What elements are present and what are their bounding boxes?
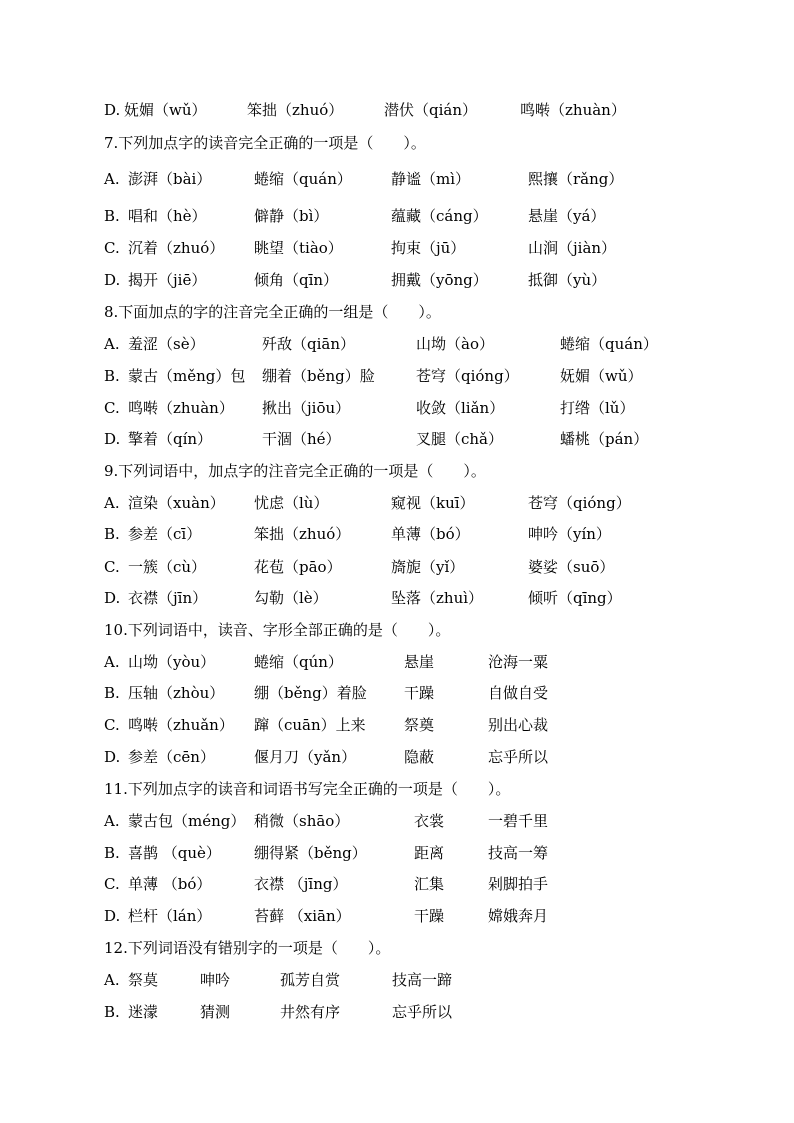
option-term: 井然有序 [280, 1003, 341, 1021]
option-label: C. [104, 239, 120, 257]
option-term: 忘乎所以 [392, 1003, 453, 1021]
option-term: 打绺（lǔ） [560, 399, 635, 417]
option-term: 稍微（shāo） [254, 812, 350, 830]
option-label: C. [104, 716, 120, 734]
option-term: 蹿（cuān）上来 [254, 716, 366, 734]
option-term: 呻吟 [200, 971, 231, 989]
option-term: 汇集 [414, 875, 445, 893]
option-term: 拥戴（yōng） [391, 271, 488, 289]
option-label: B. [104, 1003, 120, 1021]
option-label: B. [104, 525, 120, 543]
option-term: 技高一蹄 [392, 971, 453, 989]
question-stem: 12.下列词语没有错别字的一项是（ ）。 [104, 939, 391, 957]
option-label: A. [104, 653, 120, 671]
option-term: 参差（cēn） [128, 748, 215, 766]
option-label: D. [104, 907, 121, 925]
option-term: 僻静（bì） [254, 207, 329, 225]
option-term: 渲染（xuàn） [128, 494, 225, 512]
option-term: 沧海一粟 [488, 653, 549, 671]
option-label: D. [104, 589, 121, 607]
option-label: C. [104, 875, 120, 893]
option-label: B. [104, 367, 120, 385]
option-term: 干躁 [414, 907, 445, 925]
option-term: 孤芳自赏 [280, 971, 341, 989]
option-term: 干涸（hé） [262, 430, 341, 448]
option-term: 悬崖 [404, 653, 435, 671]
option-term: 笨拙（zhuó） [254, 525, 351, 543]
option-term: 山涧（jiàn） [528, 239, 617, 257]
option-term: 栏杆（lán） [128, 907, 212, 925]
option-term: 揪出（jiōu） [262, 399, 351, 417]
option-term: 苍穹（qióng） [416, 367, 519, 385]
option-term: 蜷缩（quán） [560, 335, 658, 353]
option-term: 窥视（kuī） [391, 494, 475, 512]
option-term: 收敛（liǎn） [416, 399, 505, 417]
option-label: A. [104, 971, 120, 989]
option-term: 抵御（yù） [528, 271, 607, 289]
option-term: 澎湃（bài） [128, 170, 212, 188]
option-label: A. [104, 335, 120, 353]
option-term: 喜鹊 （què） [128, 844, 221, 862]
option-term: 鸣啭（zhuàn） [520, 101, 626, 119]
option-label: A. [104, 812, 120, 830]
option-term: 悬崖（yá） [528, 207, 606, 225]
question-stem: 11.下列加点字的读音和词语书写完全正确的一项是（ ）。 [104, 780, 511, 798]
option-term: 旖旎（yǐ） [391, 558, 465, 576]
option-term: 妩媚（wǔ） [560, 367, 643, 385]
option-term: 蜷缩（quán） [254, 170, 352, 188]
option-term: 干躁 [404, 684, 435, 702]
option-term: 歼敌（qiān） [262, 335, 356, 353]
option-term: 蒙古（měng）包 [128, 367, 246, 385]
option-term: 笨拙（zhuó） [247, 101, 344, 119]
option-term: 静谧（mì） [391, 170, 471, 188]
option-label: A. [104, 170, 120, 188]
option-term: 绷得紧（běng） [254, 844, 367, 862]
option-label: A. [104, 494, 120, 512]
option-term: 单薄 （bó） [128, 875, 212, 893]
option-term: 唱和（hè） [128, 207, 207, 225]
option-term: 蜷缩（qún） [254, 653, 343, 671]
option-term: 距离 [414, 844, 445, 862]
option-term: 压轴（zhòu） [128, 684, 225, 702]
option-term: 沉着（zhuó） [128, 239, 225, 257]
option-term: 呻吟（yín） [528, 525, 611, 543]
option-term: 猜测 [200, 1003, 231, 1021]
question-stem: 8.下面加点的字的注音完全正确的一组是（ ）。 [104, 303, 441, 321]
option-term: 山坳（ào） [416, 335, 494, 353]
option-label: D. [104, 271, 121, 289]
option-term: 坠落（zhuì） [391, 589, 484, 607]
option-term: 蟠桃（pán） [560, 430, 649, 448]
option-term: 婆娑（suō） [528, 558, 615, 576]
option-term: 一簇（cù） [128, 558, 207, 576]
option-term: 迷濛 [128, 1003, 159, 1021]
option-term: 别出心裁 [488, 716, 549, 734]
option-label: D. [104, 101, 121, 119]
option-term: 妩媚（wǔ） [124, 101, 207, 119]
option-term: 自做自受 [488, 684, 549, 702]
question-stem: 9.下列词语中，加点字的注音完全正确的一项是（ ）。 [104, 462, 486, 480]
option-term: 绷着（běng）脸 [262, 367, 375, 385]
option-term: 倾听（qīng） [528, 589, 622, 607]
question-stem: 10.下列词语中，读音、字形全部正确的是（ ）。 [104, 621, 451, 639]
option-term: 眺望（tiào） [254, 239, 343, 257]
option-term: 祭奠 [404, 716, 435, 734]
option-term: 技高一筹 [488, 844, 549, 862]
option-term: 蕴藏（cáng） [391, 207, 488, 225]
option-term: 忧虑（lù） [254, 494, 329, 512]
option-term: 潜伏（qián） [384, 101, 478, 119]
option-term: 擎着（qín） [128, 430, 213, 448]
option-term: 蒙古包（méng） [128, 812, 246, 830]
option-term: 鸣啭（zhuàn） [128, 399, 234, 417]
option-term: 参差（cī） [128, 525, 202, 543]
option-term: 绷（běng）着脸 [254, 684, 367, 702]
option-term: 鸣啭（zhuǎn） [128, 716, 234, 734]
option-term: 叉腿（chǎ） [416, 430, 504, 448]
option-term: 拘束（jū） [391, 239, 466, 257]
option-term: 花苞（pāo） [254, 558, 342, 576]
option-term: 一碧千里 [488, 812, 549, 830]
option-term: 山坳（yòu） [128, 653, 216, 671]
option-label: D. [104, 430, 121, 448]
option-label: C. [104, 399, 120, 417]
option-term: 剁脚拍手 [488, 875, 549, 893]
option-term: 偃月刀（yǎn） [254, 748, 357, 766]
option-term: 衣襟 （jīng） [254, 875, 348, 893]
option-term: 隐蔽 [404, 748, 435, 766]
option-label: D. [104, 748, 121, 766]
option-term: 衣襟（jīn） [128, 589, 208, 607]
option-term: 揭开（jiē） [128, 271, 207, 289]
question-stem: 7.下列加点字的读音完全正确的一项是（ ）。 [104, 134, 426, 152]
option-term: 单薄（bó） [391, 525, 470, 543]
option-term: 忘乎所以 [488, 748, 549, 766]
option-term: 祭莫 [128, 971, 159, 989]
option-term: 勾勒（lè） [254, 589, 328, 607]
option-label: B. [104, 844, 120, 862]
option-term: 衣裳 [414, 812, 445, 830]
option-label: C. [104, 558, 120, 576]
option-term: 苍穹（qióng） [528, 494, 631, 512]
option-term: 羞涩（sè） [128, 335, 205, 353]
option-label: B. [104, 207, 120, 225]
option-label: B. [104, 684, 120, 702]
option-term: 苔藓 （xiān） [254, 907, 351, 925]
option-term: 嫦娥奔月 [488, 907, 549, 925]
option-term: 倾角（qīn） [254, 271, 339, 289]
option-term: 熙攘（rǎng） [528, 170, 624, 188]
